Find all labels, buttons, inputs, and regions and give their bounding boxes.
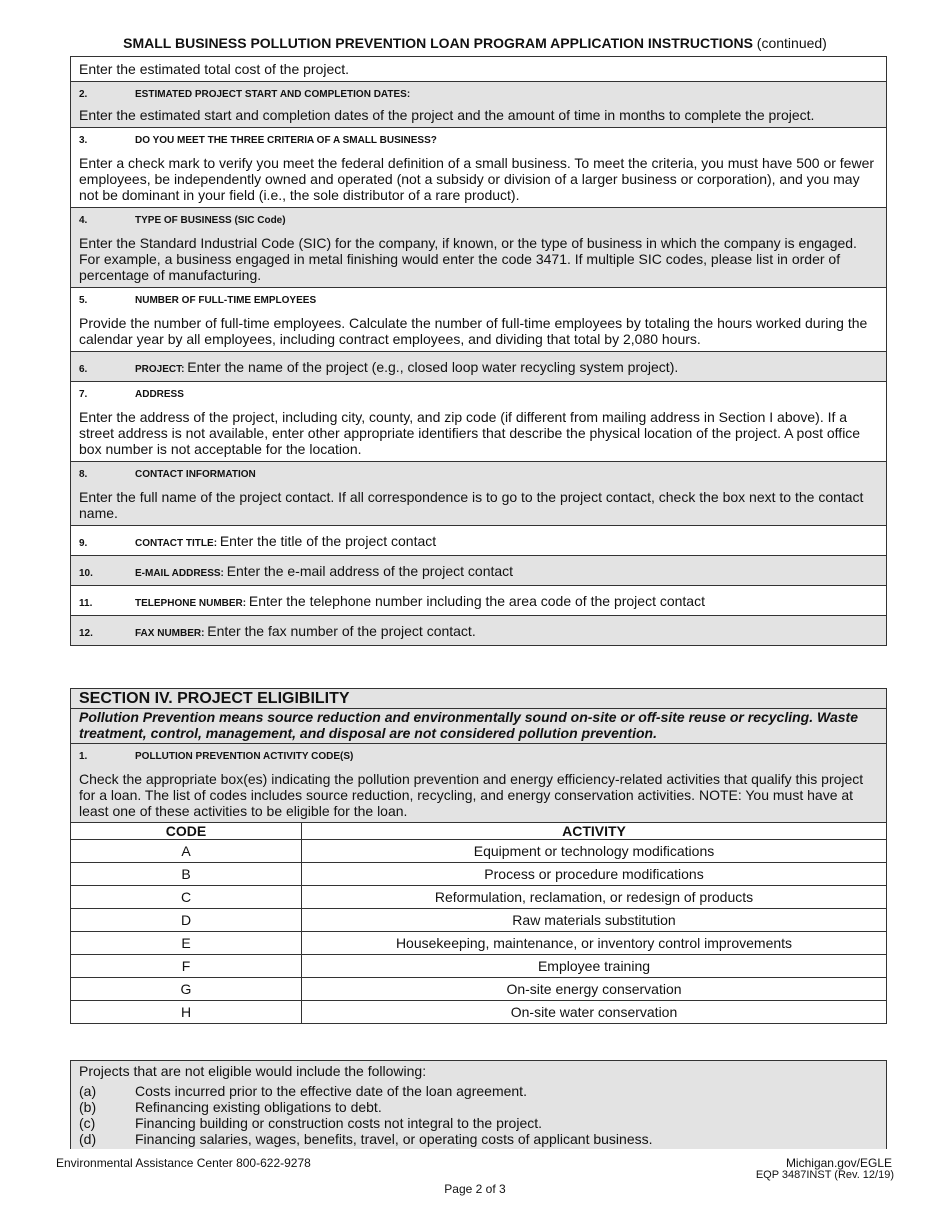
code-cell: B — [71, 863, 302, 886]
table-row — [71, 863, 886, 886]
activity-cell: On-site energy conservation — [302, 978, 887, 1001]
item-label: ESTIMATED PROJECT START AND COMPLETION DATES: — [135, 89, 411, 100]
column-header-activity: ACTIVITY — [302, 823, 887, 840]
item-text: Enter the estimated start and completion dates of the project and the amount of time in months to complete the project. — [79, 107, 815, 123]
instructions-box — [70, 56, 887, 646]
item-text: Enter the full name of the project contact. If all correspondence is to go to the project contact, check the box next to the contact name. — [79, 489, 864, 521]
item-text: Enter the telephone number including the area code of the project contact — [248, 593, 705, 609]
table-row — [71, 932, 886, 955]
activity-cell: Equipment or technology modifications — [302, 840, 887, 863]
item-text: Check the appropriate box(es) indicating the pollution prevention and energy efficiency-related activities that qualify this project for a loan. The list of codes includes source reduction, recycling, and energy conservation activities. NOTE: You must have at least one of these activities to be eligible for the loan. — [79, 771, 864, 819]
item-label: ADDRESS — [135, 389, 184, 400]
table-row — [71, 955, 886, 978]
table-row — [71, 886, 886, 909]
footer-contact: Environmental Assistance Center 800-622-9278 — [56, 1156, 311, 1170]
item-8: 8. CONTACT INFORMATION Enter the full name of the project contact. If all correspondence is to go to the project contact, check the box next to the contact name. — [71, 461, 886, 525]
list-item: (b) Refinancing existing obligations to debt. — [79, 1099, 382, 1115]
item-label: TELEPHONE NUMBER: — [135, 598, 247, 609]
item-text: Provide the number of full-time employees. Calculate the number of full-time employees by totaling the hours worked during the calendar year by all employees, including contract employees, and dividing that total by 2,080 hours. — [79, 315, 868, 347]
page-number: Page 2 of 3 — [444, 1182, 506, 1196]
pollution-prevention-definition: Pollution Prevention means source reduction and environmentally sound on-site or off-site reuse or recycling. Waste treatment, control, management, and disposal are not considered pollution prevention. — [71, 708, 886, 743]
code-cell: C — [71, 886, 302, 909]
item-6: 6. PROJECT: Enter the name of the project (e.g., closed loop water recycling system project). — [71, 351, 886, 381]
item-10: 10. E-MAIL ADDRESS: Enter the e-mail address of the project contact — [71, 555, 886, 585]
item-label: DO YOU MEET THE THREE CRITERIA OF A SMALL BUSINESS? — [135, 135, 437, 146]
footer-url[interactable]: Michigan.gov/EGLE — [785, 1156, 892, 1170]
item-text: Enter the Standard Industrial Code (SIC) for the company, if known, or the type of business in which the company is engaged. For example, a business engaged in metal finishing would enter the code 3471. If multiple SIC codes, please list in order of percentage of manufacturing. — [79, 235, 857, 283]
item-3: 3. DO YOU MEET THE THREE CRITERIA OF A SMALL BUSINESS? Enter a check mark to verify you meet the federal definition of a small business. To meet the criteria, you must have 500 or fewer employees, be independently owned and operated (not a subsidy or division of a larger business or corporation), and you may not be dominant in your field (i.e., the sole distributor of a rare product). — [71, 127, 886, 207]
item-label: CONTACT INFORMATION — [135, 469, 256, 480]
activity-cell: On-site water conservation — [302, 1001, 887, 1024]
item-label: FAX NUMBER: — [135, 628, 205, 639]
list-item: (d) Financing salaries, wages, benefits, travel, or operating costs of applicant business. — [79, 1131, 653, 1147]
item-text: Enter the address of the project, including city, county, and zip code (if different from mailing address in Section I above). If a street address is not available, enter other appropriate identifiers that describe the physical location of the project. A post office box number is not acceptable for the location. — [79, 409, 861, 457]
item-7: 7. ADDRESS Enter the address of the project, including city, county, and zip code (if different from mailing address in Section I above). If a street address is not available, enter other appropriate identifiers that describe the physical location of the project. A post office box number is not acceptable for the location. — [71, 381, 886, 461]
code-cell: F — [71, 955, 302, 978]
activity-cell: Reformulation, reclamation, or redesign of products — [302, 886, 887, 909]
column-header-code: CODE — [71, 823, 302, 840]
item-text: Enter a check mark to verify you meet the federal definition of a small business. To meet the criteria, you must have 500 or fewer employees, be independently owned and operated (not a subsidy or division of a larger business or corporation), and you may not be dominant in your field (i.e., the sole distributor of a rare product). — [79, 155, 875, 203]
activity-codes-item: 1. POLLUTION PREVENTION ACTIVITY CODE(S) Check the appropriate box(es) indicating the pollution prevention and energy efficiency-related activities that qualify this project for a loan. The list of codes includes source reduction, recycling, and energy conservation activities. NOTE: You must have at least one of these activities to be eligible for the loan. — [71, 743, 886, 822]
item-text: Enter the fax number of the project contact. — [207, 623, 476, 639]
table-header-row — [71, 823, 886, 840]
table-row — [71, 1001, 886, 1024]
code-cell: G — [71, 978, 302, 1001]
ineligible-projects-box — [70, 1060, 887, 1149]
item-label: CONTACT TITLE: — [135, 538, 218, 549]
item-11: 11. TELEPHONE NUMBER: Enter the telephone number including the area code of the project contact — [71, 585, 886, 615]
table-row — [71, 909, 886, 932]
code-cell: A — [71, 840, 302, 863]
item-label: POLLUTION PREVENTION ACTIVITY CODE(S) — [135, 751, 354, 762]
activity-cell: Raw materials substitution — [302, 909, 887, 932]
item-text: Enter the e-mail address of the project contact — [226, 563, 514, 579]
ineligible-intro: Projects that are not eligible would include the following: — [79, 1063, 427, 1079]
item-9: 9. CONTACT TITLE: Enter the title of the project contact — [71, 525, 886, 555]
section-title: SECTION IV. PROJECT ELIGIBILITY — [79, 690, 350, 707]
activity-cell: Process or procedure modifications — [302, 863, 887, 886]
item-label: TYPE OF BUSINESS (SIC Code) — [135, 215, 286, 226]
code-cell: D — [71, 909, 302, 932]
item-text: Enter the name of the project (e.g., closed loop water recycling system project). — [187, 359, 679, 375]
item-12: 12. FAX NUMBER: Enter the fax number of the project contact. — [71, 615, 886, 645]
code-cell: E — [71, 932, 302, 955]
activity-cell: Employee training — [302, 955, 887, 978]
table-row — [71, 840, 886, 863]
form-id: EQP 3487INST (Rev. 12/19) — [755, 1169, 894, 1181]
list-item: (a) Costs incurred prior to the effective date of the loan agreement. — [79, 1083, 527, 1099]
item-5: 5. NUMBER OF FULL-TIME EMPLOYEES Provide the number of full-time employees. Calculate the number of full-time employees by totaling the hours worked during the calendar year by all employees, including contract employees, and dividing that total by 2,080 hours. — [71, 287, 886, 351]
list-item: (c) Financing building or construction costs not integral to the project. — [79, 1115, 543, 1131]
item-label: NUMBER OF FULL-TIME EMPLOYEES — [135, 295, 317, 306]
item-4: 4. TYPE OF BUSINESS (SIC Code) Enter the Standard Industrial Code (SIC) for the company, if known, or the type of business in which the company is engaged. For example, a business engaged in metal finishing would enter the code 3471. If multiple SIC codes, please list in order of percentage of manufacturing. — [71, 207, 886, 287]
activity-cell: Housekeeping, maintenance, or inventory control improvements — [302, 932, 887, 955]
item-label: E-MAIL ADDRESS: — [135, 568, 224, 579]
page-title: SMALL BUSINESS POLLUTION PREVENTION LOAN PROGRAM APPLICATION INSTRUCTIONS (continued) — [123, 35, 827, 51]
table-row — [71, 978, 886, 1001]
item-2: 2. ESTIMATED PROJECT START AND COMPLETION DATES: Enter the estimated start and completion dates of the project and the amount of time in months to complete the project. — [71, 81, 886, 127]
item-text: Enter the title of the project contact — [219, 533, 437, 549]
code-cell: H — [71, 1001, 302, 1024]
item-label: PROJECT: — [135, 364, 185, 375]
section-iv-box — [70, 688, 887, 1024]
activity-codes-table — [71, 822, 886, 1023]
total-cost-text: Enter the estimated total cost of the project. — [79, 61, 350, 77]
